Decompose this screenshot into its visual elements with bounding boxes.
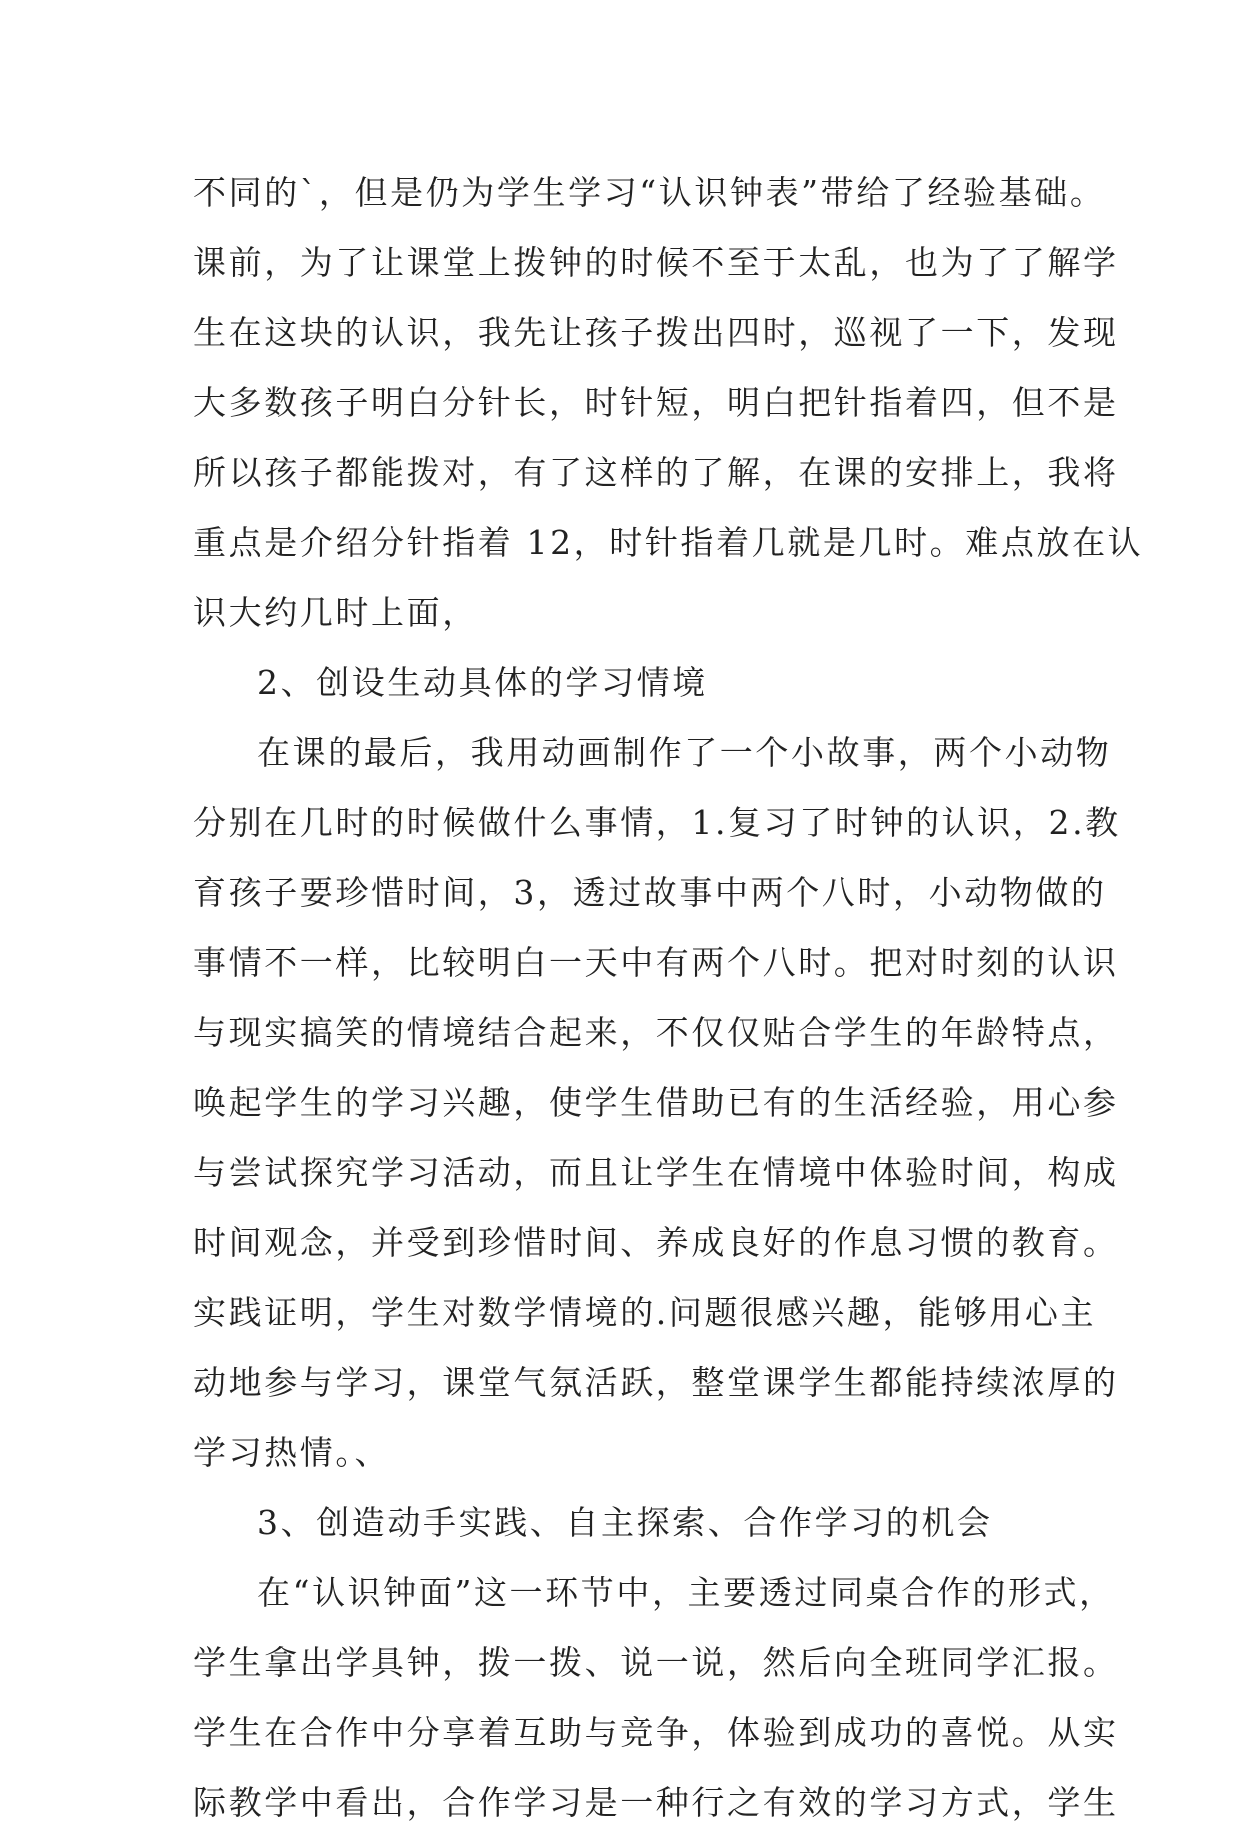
text-line: 所以孩子都能拨对，有了这样的了解，在课的安排上，我将	[193, 453, 1119, 492]
section-heading: 3、创造动手实践、自主探索、合作学习的机会	[257, 1503, 993, 1542]
text-line: 育孩子要珍惜时间，3，透过故事中两个八时，小动物做的	[193, 873, 1107, 912]
text-line: 学生在合作中分享着互助与竞争，体验到成功的喜悦。从实	[193, 1713, 1119, 1752]
paragraph-start-line: 在课的最后，我用动画制作了一个小故事，两个小动物	[257, 733, 1112, 772]
text-line: 大多数孩子明白分针长，时针短，明白把针指着四，但不是	[193, 383, 1119, 422]
text-line: 与现实搞笑的情境结合起来，不仅仅贴合学生的年龄特点，	[193, 1013, 1119, 1052]
body-text	[193, 158, 1144, 1838]
section-heading: 2、创设生动具体的学习情境	[257, 663, 708, 702]
text-line: 学生拿出学具钟，拨一拨、说一说，然后向全班同学汇报。	[193, 1643, 1119, 1682]
text-line: 唤起学生的学习兴趣，使学生借助已有的生活经验，用心参	[193, 1083, 1119, 1122]
text-line: 分别在几时的时候做什么事情，1.复习了时钟的认识，2.教	[193, 803, 1121, 842]
text-line: 际教学中看出，合作学习是一种行之有效的学习方式，学生	[193, 1783, 1119, 1822]
text-line: 识大约几时上面，	[193, 593, 478, 632]
text-line: 重点是介绍分针指着 12，时针指着几就是几时。难点放在认	[193, 523, 1144, 562]
text-line: 时间观念，并受到珍惜时间、养成良好的作息习惯的教育。	[193, 1223, 1119, 1262]
text-line: 学习热情。、	[193, 1433, 391, 1472]
text-line: 课前，为了让课堂上拨钟的时候不至于太乱，也为了了解学	[193, 243, 1119, 282]
paragraph-start-line: 在“认识钟面”这一环节中，主要透过同桌合作的形式，	[257, 1573, 1115, 1612]
text-line: 与尝试探究学习活动，而且让学生在情境中体验时间，构成	[193, 1153, 1119, 1192]
text-line: 动地参与学习，课堂气氛活跃，整堂课学生都能持续浓厚的	[193, 1363, 1119, 1402]
text-line: 生在这块的认识，我先让孩子拨出四时，巡视了一下，发现	[193, 313, 1119, 352]
text-line: 不同的`，但是仍为学生学习“认识钟表”带给了经验基础。	[193, 173, 1106, 212]
text-line: 事情不一样，比较明白一天中有两个八时。把对时刻的认识	[193, 943, 1119, 982]
text-line: 实践证明，学生对数学情境的.问题很感兴趣，能够用心主	[193, 1293, 1097, 1332]
